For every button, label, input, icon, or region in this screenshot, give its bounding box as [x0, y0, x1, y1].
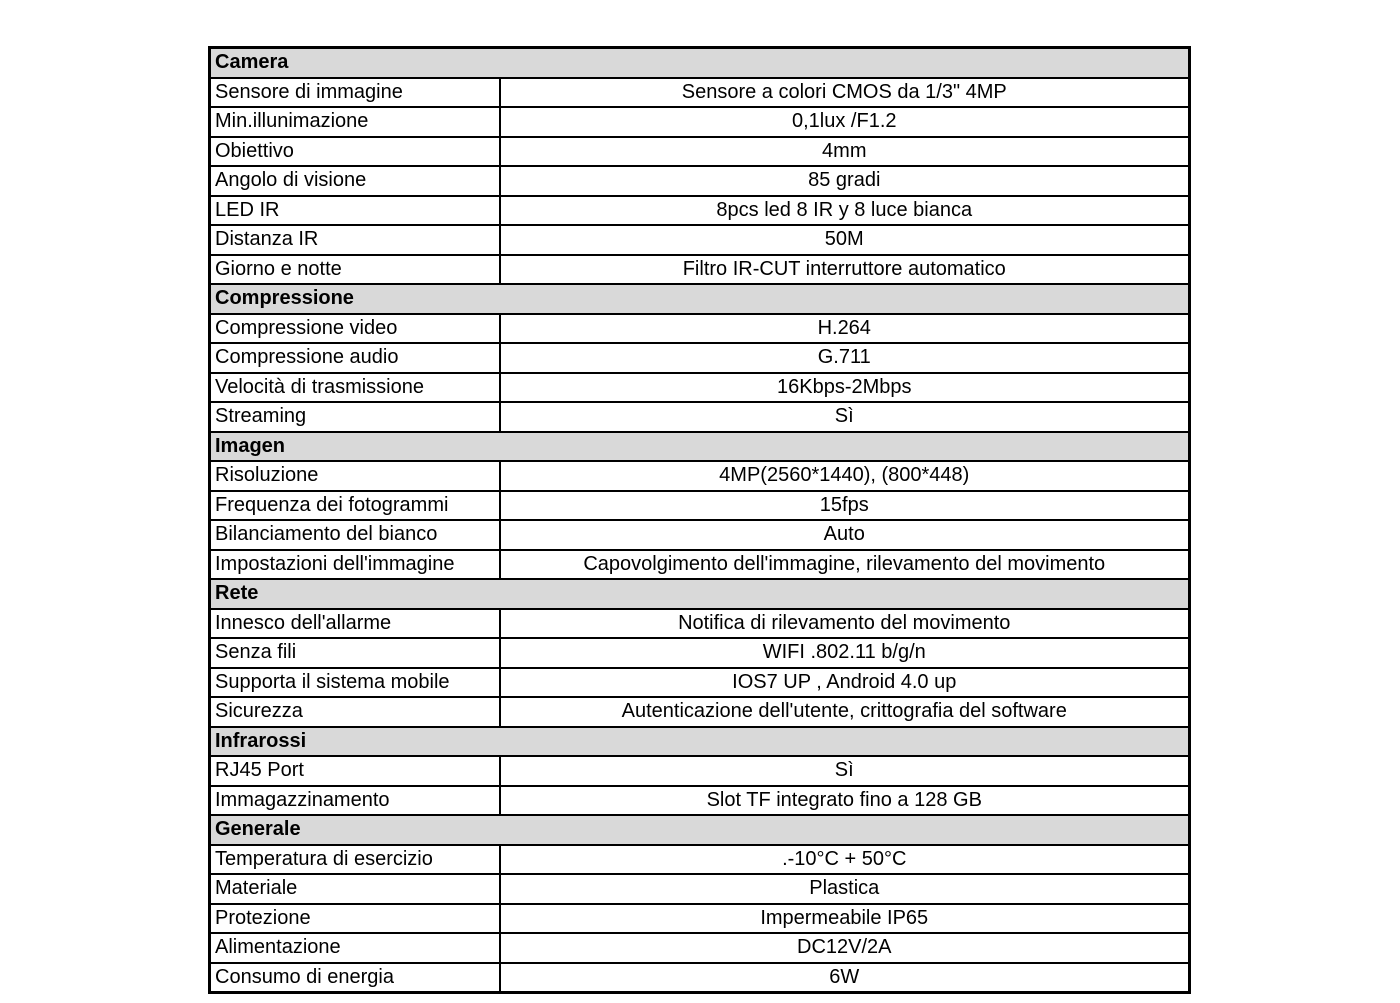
spec-row [210, 225, 1190, 255]
spec-row [210, 756, 1190, 786]
spec-row [210, 166, 1190, 196]
spec-row [210, 668, 1190, 698]
section-header-row [210, 432, 1190, 462]
section-header-row [210, 284, 1190, 314]
section-title: Rete [210, 579, 1190, 609]
spec-row [210, 343, 1190, 373]
spec-label: Innesco dell'allarme [210, 609, 500, 639]
spec-value: Filtro IR-CUT interruttore automatico [500, 255, 1190, 285]
spec-row [210, 904, 1190, 934]
spec-row [210, 107, 1190, 137]
spec-value: 8pcs led 8 IR y 8 luce bianca [500, 196, 1190, 226]
spec-label: Obiettivo [210, 137, 500, 167]
spec-label: Velocità di trasmissione [210, 373, 500, 403]
spec-value: 50M [500, 225, 1190, 255]
section-title: Infrarossi [210, 727, 1190, 757]
spec-row [210, 963, 1190, 993]
spec-label: Sensore di immagine [210, 78, 500, 108]
spec-row [210, 461, 1190, 491]
spec-row [210, 314, 1190, 344]
spec-value: Sì [500, 756, 1190, 786]
spec-label: Impostazioni dell'immagine [210, 550, 500, 580]
spec-value: 15fps [500, 491, 1190, 521]
spec-value: Plastica [500, 874, 1190, 904]
spec-row [210, 137, 1190, 167]
spec-label: Temperatura di esercizio [210, 845, 500, 875]
spec-value: WIFI .802.11 b/g/n [500, 638, 1190, 668]
spec-row [210, 933, 1190, 963]
spec-row [210, 373, 1190, 403]
section-header-row [210, 727, 1190, 757]
spec-value: Impermeabile IP65 [500, 904, 1190, 934]
section-header-row [210, 815, 1190, 845]
spec-row [210, 609, 1190, 639]
spec-label: Risoluzione [210, 461, 500, 491]
section-title: Compressione [210, 284, 1190, 314]
spec-value: Sì [500, 402, 1190, 432]
spec-value: 4mm [500, 137, 1190, 167]
spec-value: 85 gradi [500, 166, 1190, 196]
spec-table-body [210, 48, 1190, 993]
spec-row [210, 196, 1190, 226]
spec-label: Compressione video [210, 314, 500, 344]
spec-label: Angolo di visione [210, 166, 500, 196]
section-title: Camera [210, 48, 1190, 78]
spec-row [210, 78, 1190, 108]
spec-row [210, 845, 1190, 875]
spec-label: Sicurezza [210, 697, 500, 727]
spec-value: Notifica di rilevamento del movimento [500, 609, 1190, 639]
spec-value: 6W [500, 963, 1190, 993]
spec-value: H.264 [500, 314, 1190, 344]
spec-row [210, 786, 1190, 816]
spec-value: Slot TF integrato fino a 128 GB [500, 786, 1190, 816]
section-header-row [210, 48, 1190, 78]
spec-label: Consumo di energia [210, 963, 500, 993]
spec-value: Sensore a colori CMOS da 1/3" 4MP [500, 78, 1190, 108]
spec-label: Frequenza dei fotogrammi [210, 491, 500, 521]
spec-label: Senza fili [210, 638, 500, 668]
spec-value: IOS7 UP , Android 4.0 up [500, 668, 1190, 698]
section-title: Imagen [210, 432, 1190, 462]
section-title: Generale [210, 815, 1190, 845]
spec-label: RJ45 Port [210, 756, 500, 786]
spec-label: Bilanciamento del bianco [210, 520, 500, 550]
spec-row [210, 255, 1190, 285]
spec-label: Min.illunimazione [210, 107, 500, 137]
spec-value: .-10°C + 50°C [500, 845, 1190, 875]
spec-value: DC12V/2A [500, 933, 1190, 963]
spec-row [210, 491, 1190, 521]
section-header-row [210, 579, 1190, 609]
spec-value: Capovolgimento dell'immagine, rilevamento del movimento [500, 550, 1190, 580]
spec-label: Streaming [210, 402, 500, 432]
spec-value: 4MP(2560*1440), (800*448) [500, 461, 1190, 491]
spec-table [208, 46, 1191, 994]
spec-label: Compressione audio [210, 343, 500, 373]
spec-label: Distanza IR [210, 225, 500, 255]
spec-label: Immagazzinamento [210, 786, 500, 816]
spec-label: LED IR [210, 196, 500, 226]
spec-row [210, 550, 1190, 580]
spec-row [210, 402, 1190, 432]
spec-label: Materiale [210, 874, 500, 904]
spec-value: 16Kbps-2Mbps [500, 373, 1190, 403]
spec-value: Autenticazione dell'utente, crittografia del software [500, 697, 1190, 727]
spec-row [210, 638, 1190, 668]
spec-value: G.711 [500, 343, 1190, 373]
spec-row [210, 697, 1190, 727]
spec-label: Alimentazione [210, 933, 500, 963]
spec-label: Protezione [210, 904, 500, 934]
spec-label: Supporta il sistema mobile [210, 668, 500, 698]
spec-label: Giorno e notte [210, 255, 500, 285]
spec-row [210, 874, 1190, 904]
spec-value: Auto [500, 520, 1190, 550]
spec-row [210, 520, 1190, 550]
spec-value: 0,1lux /F1.2 [500, 107, 1190, 137]
